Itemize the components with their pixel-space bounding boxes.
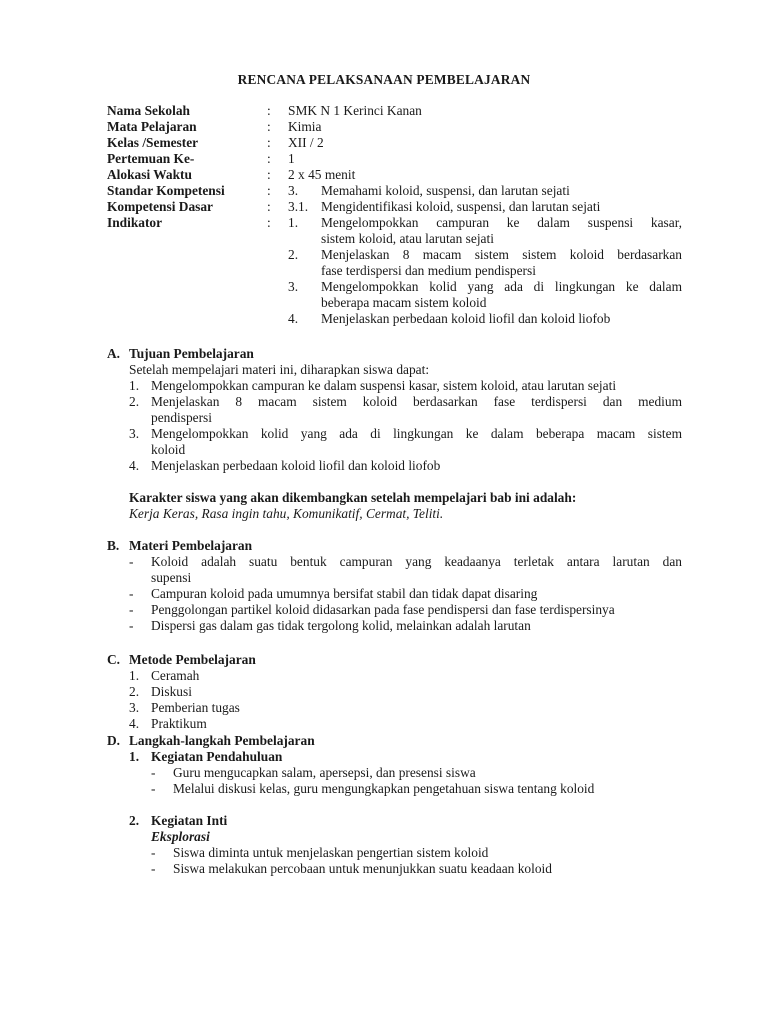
dash-bullet: - xyxy=(129,586,134,601)
info-text: Mengidentifikasi koloid, suspensi, dan larutan sejati xyxy=(321,199,601,214)
method-item xyxy=(129,716,682,732)
indicator-list xyxy=(288,215,682,327)
info-text: Memahami koloid, suspensi, dan larutan sejati xyxy=(321,183,570,198)
method-text: Ceramah xyxy=(151,668,200,683)
info-label: Standar Kompetensi xyxy=(107,183,225,198)
material-item xyxy=(129,602,682,618)
steps-body xyxy=(107,749,682,877)
method-text: Praktikum xyxy=(151,716,207,731)
activity-item xyxy=(151,845,682,861)
info-label: Nama Sekolah xyxy=(107,103,190,118)
indicator-item xyxy=(288,279,682,311)
core-activities xyxy=(129,845,682,877)
info-value xyxy=(288,183,570,199)
activity-text: Guru mengucapkan salam, apersepsi, dan presensi siswa xyxy=(173,765,476,780)
objective-item xyxy=(129,394,682,426)
section-title: Tujuan Pembelajaran xyxy=(129,346,254,361)
method-number: 2. xyxy=(129,684,140,699)
dash-bullet: - xyxy=(151,861,156,876)
activity-text: Melalui diskusi kelas, guru mengungkapkan pengetahuan siswa tentang koloid xyxy=(173,781,595,796)
dash-bullet: - xyxy=(151,845,156,860)
section-letter: D. xyxy=(107,733,121,748)
info-value: XII / 2 xyxy=(288,135,324,150)
info-colon: : xyxy=(267,215,271,230)
exploration-heading: Eksplorasi xyxy=(151,829,210,844)
section-title: Metode Pembelajaran xyxy=(129,652,256,667)
info-row-class xyxy=(107,135,682,151)
method-text: Diskusi xyxy=(151,684,192,699)
section-title: Materi Pembelajaran xyxy=(129,538,253,553)
section-heading xyxy=(107,346,682,362)
section-letter: A. xyxy=(107,346,121,361)
indicator-line: Menjelaskan 8 macam sistem sistem koloid berdasarkan xyxy=(321,247,682,262)
section-title: Langkah-langkah Pembelajaran xyxy=(129,733,315,748)
indicator-line: fase terdispersi dan medium pendispersi xyxy=(321,263,536,278)
indicator-item xyxy=(288,247,682,279)
indicator-line: Mengelompokkan campuran ke dalam suspensi kasar, xyxy=(321,215,682,230)
activity-text: Siswa melakukan percobaan untuk menunjukkan suatu keadaan koloid xyxy=(173,861,552,876)
objective-line: Menjelaskan 8 macam sistem koloid berdasarkan fase terdispersi dan medium xyxy=(151,394,682,409)
info-row-standard xyxy=(107,183,682,199)
method-item xyxy=(129,700,682,716)
section-methods xyxy=(107,652,682,732)
info-row-school xyxy=(107,103,682,119)
activity-item xyxy=(151,765,682,781)
info-colon: : xyxy=(267,135,271,150)
indicator-line: beberapa macam sistem koloid xyxy=(321,295,487,310)
subsection-number: 1. xyxy=(129,749,140,764)
info-row-time xyxy=(107,167,682,183)
info-row-basic-competence xyxy=(107,199,682,215)
indicator-number: 3. xyxy=(288,279,299,294)
objective-line: Menjelaskan perbedaan koloid liofil dan koloid liofob xyxy=(151,458,441,473)
objective-item xyxy=(129,458,682,474)
info-value: 2 x 45 menit xyxy=(288,167,356,182)
character-heading: Karakter siswa yang akan dikembangkan setelah mempelajari bab ini adalah: xyxy=(129,490,577,505)
info-row-indicator xyxy=(107,215,682,327)
objective-line: Mengelompokkan campuran ke dalam suspensi kasar, sistem koloid, atau larutan sejati xyxy=(151,378,617,393)
activity-item xyxy=(151,861,682,877)
section-objectives xyxy=(107,346,682,522)
opening-activities xyxy=(129,765,682,797)
objective-line: koloid xyxy=(151,442,186,457)
info-row-subject xyxy=(107,119,682,135)
info-value: 1 xyxy=(288,151,295,166)
info-number: 3. xyxy=(288,183,299,198)
dash-bullet: - xyxy=(129,554,134,569)
indicator-item xyxy=(288,215,682,247)
identity-block xyxy=(107,103,682,327)
method-item xyxy=(129,684,682,700)
objective-item xyxy=(129,378,682,394)
subsection-heading xyxy=(129,749,682,765)
subsection-number: 2. xyxy=(129,813,140,828)
activity-text: Siswa diminta untuk menjelaskan pengertian sistem koloid xyxy=(173,845,489,860)
objectives-intro: Setelah mempelajari materi ini, diharapkan siswa dapat: xyxy=(129,362,430,377)
material-item xyxy=(129,586,682,602)
objective-item xyxy=(129,426,682,458)
method-number: 4. xyxy=(129,716,140,731)
indicator-number: 4. xyxy=(288,311,299,326)
material-line: Campuran koloid pada umumnya bersifat stabil dan tidak dapat disaring xyxy=(151,586,538,601)
info-value xyxy=(288,199,600,215)
info-label: Pertemuan Ke- xyxy=(107,151,195,166)
info-colon: : xyxy=(267,167,271,182)
material-line: Dispersi gas dalam gas tidak tergolong kolid, melainkan adalah larutan xyxy=(151,618,531,633)
method-text: Pemberian tugas xyxy=(151,700,240,715)
section-heading xyxy=(107,733,682,749)
material-item xyxy=(129,618,682,634)
info-value: SMK N 1 Kerinci Kanan xyxy=(288,103,422,118)
info-colon: : xyxy=(267,119,271,134)
info-colon: : xyxy=(267,151,271,166)
material-item xyxy=(129,554,682,586)
dash-bullet: - xyxy=(129,618,134,633)
objectives-list xyxy=(107,378,682,474)
indicator-number: 1. xyxy=(288,215,299,230)
subsection-title: Kegiatan Pendahuluan xyxy=(151,749,283,764)
document-title: RENCANA PELAKSANAAN PEMBELAJARAN xyxy=(237,72,531,87)
section-materials xyxy=(107,538,682,634)
activity-item xyxy=(151,781,682,797)
indicator-line: Mengelompokkan kolid yang ada di lingkungan ke dalam xyxy=(321,279,682,294)
dash-bullet: - xyxy=(129,602,134,617)
info-number: 3.1. xyxy=(288,199,309,214)
material-line: Koloid adalah suatu bentuk campuran yang keadaanya terletak antara larutan dan xyxy=(151,554,682,569)
character-values: Kerja Keras, Rasa ingin tahu, Komunikatif, Cermat, Teliti. xyxy=(129,506,444,521)
material-line: supensi xyxy=(151,570,192,585)
info-label: Alokasi Waktu xyxy=(107,167,192,182)
objective-line: pendispersi xyxy=(151,410,212,425)
objective-number: 1. xyxy=(129,378,140,393)
indicator-line: Menjelaskan perbedaan koloid liofil dan koloid liofob xyxy=(321,311,611,326)
dash-bullet: - xyxy=(151,781,156,796)
objective-number: 3. xyxy=(129,426,140,441)
objective-line: Mengelompokkan kolid yang ada di lingkungan ke dalam beberapa macam sistem xyxy=(151,426,682,441)
indicator-item xyxy=(288,311,682,327)
subsection-heading xyxy=(129,813,682,829)
methods-list xyxy=(107,668,682,732)
indicator-line: sistem koloid, atau larutan sejati xyxy=(321,231,494,246)
materials-list xyxy=(107,554,682,634)
info-colon: : xyxy=(267,199,271,214)
indicator-number: 2. xyxy=(288,247,299,262)
section-steps xyxy=(107,733,682,877)
info-label: Kompetensi Dasar xyxy=(107,199,214,214)
info-colon: : xyxy=(267,103,271,118)
section-heading xyxy=(107,538,682,554)
info-value: Kimia xyxy=(288,119,322,134)
info-label: Indikator xyxy=(107,215,163,230)
objective-number: 2. xyxy=(129,394,140,409)
objective-number: 4. xyxy=(129,458,140,473)
subsection-title: Kegiatan Inti xyxy=(151,813,228,828)
section-heading xyxy=(107,652,682,668)
section-letter: C. xyxy=(107,652,121,667)
section-letter: B. xyxy=(107,538,120,553)
material-line: Penggolongan partikel koloid didasarkan pada fase pendispersi dan fase terdispersinya xyxy=(151,602,615,617)
info-colon: : xyxy=(267,183,271,198)
info-row-meeting xyxy=(107,151,682,167)
method-number: 1. xyxy=(129,668,140,683)
method-number: 3. xyxy=(129,700,140,715)
info-label: Kelas /Semester xyxy=(107,135,199,150)
dash-bullet: - xyxy=(151,765,156,780)
method-item xyxy=(129,668,682,684)
info-label: Mata Pelajaran xyxy=(107,119,197,134)
